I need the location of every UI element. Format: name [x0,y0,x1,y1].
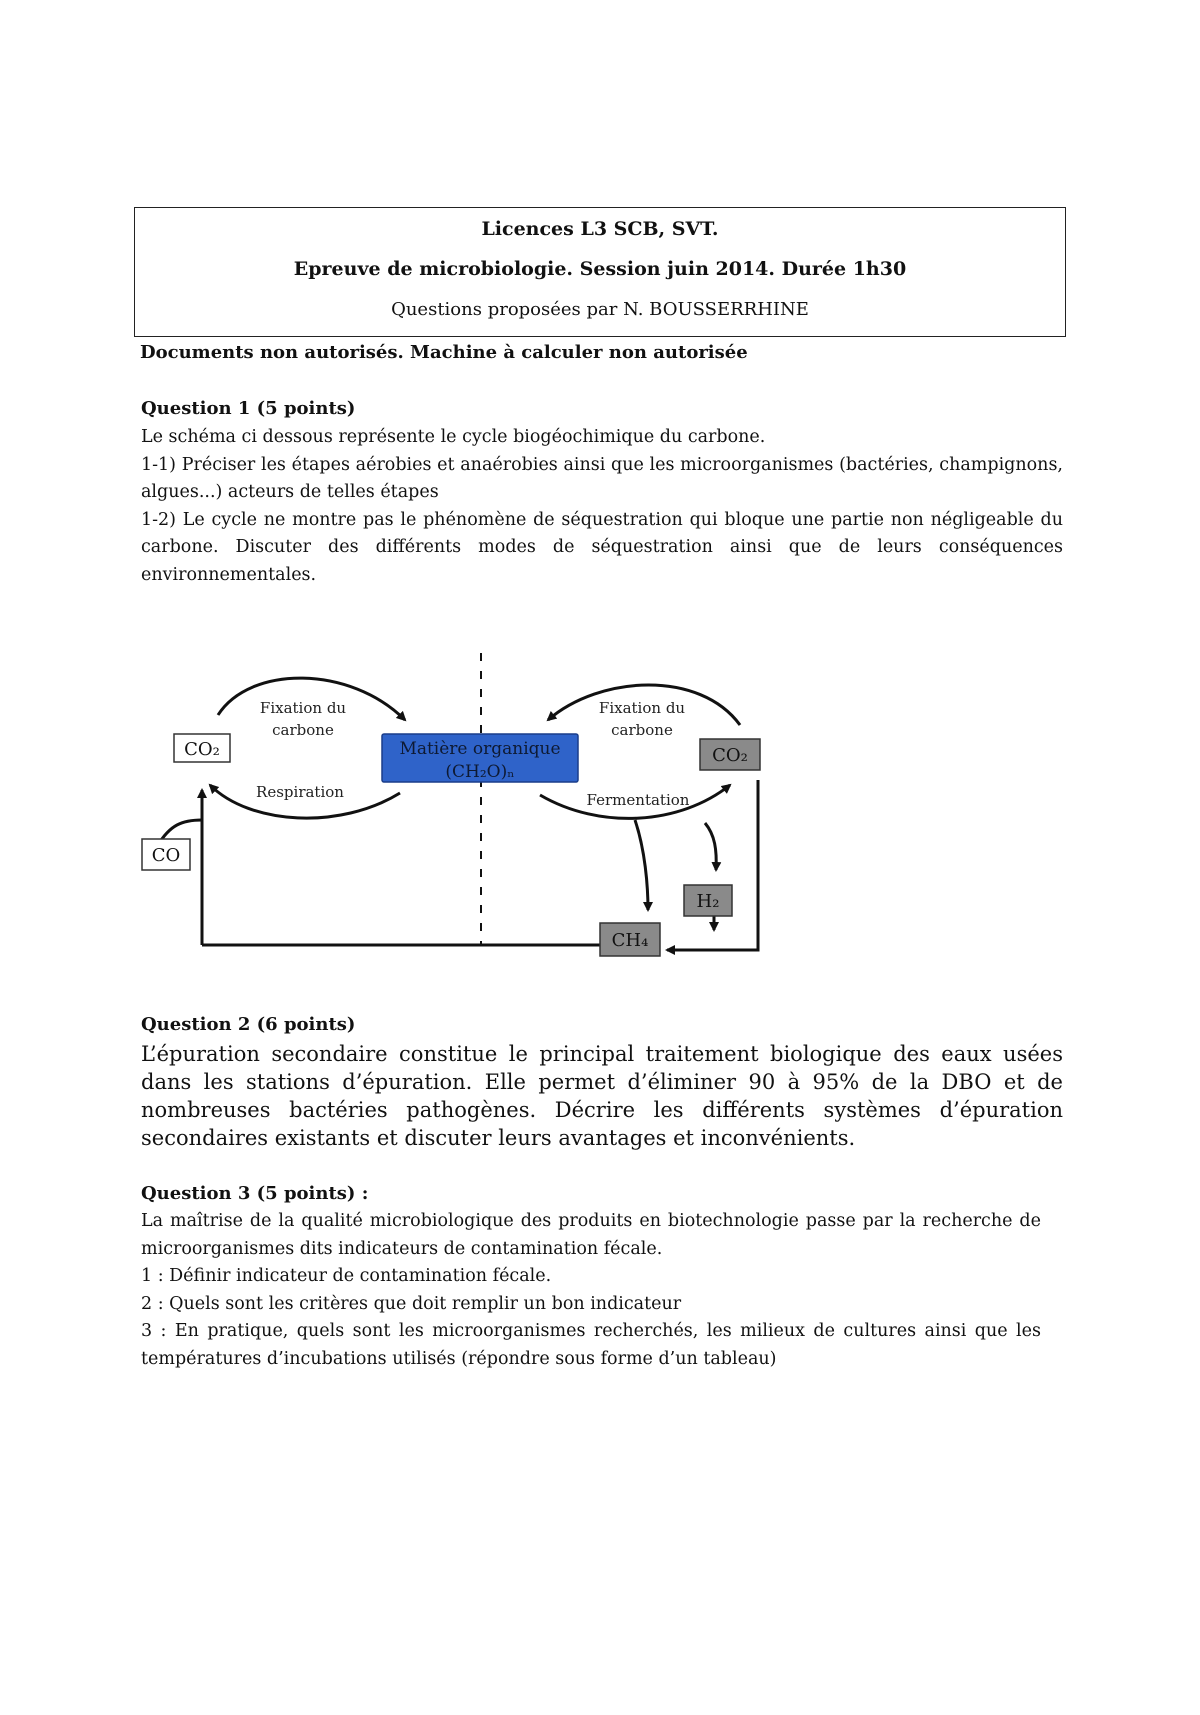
question-3-item-3: 3 : En pratique, quels sont les microorganismes recherchés, les milieux de cultures ainsi que les températures d’incubations utilisés (répondre sous forme d’un tableau) [141,1321,1041,1369]
co-label: CO [151,845,181,866]
course-title: Licences L3 SCB, SVT. [481,218,719,240]
co2-left-label: CO₂ [184,739,220,760]
question-3-item-1: 1 : Définir indicateur de contamination fécale. [141,1266,552,1286]
matiere-label-1: Matière organique [399,739,561,759]
question-3-item-2: 2 : Quels sont les critères que doit remplir un bon indicateur [141,1293,682,1314]
question-1-intro: Le schéma ci dessous représente le cycle biogéochimique du carbone. [141,427,766,447]
fixation-right-label-1: Fixation du [598,699,686,717]
question-2-title: Question 2 (6 points) [141,1014,356,1035]
ch4-label: CH₄ [611,930,649,951]
header-box [134,207,1066,337]
question-3-title: Question 3 (5 points) : [141,1183,369,1204]
exam-title: Epreuve de microbiologie. Session juin 2014. Durée 1h30 [293,258,907,280]
question-3-intro: La maîtrise de la qualité microbiologique des produits en biotechnologie passe par la recherche de microorganismes dits indicateurs de contamination fécale. [141,1211,1041,1259]
question-3-body [141,1208,1041,1373]
h2-label: H₂ [696,891,720,912]
matiere-label-2: (CH₂O)ₙ [445,762,515,782]
fixation-left-label-2: carbone [272,721,334,739]
question-1-2: 1-2) Le cycle ne montre pas le phénomène de séquestration qui bloque une partie non négligeable du carbone. Discuter des différents modes de séquestration ainsi que de leurs conséquences environnementales. [141,509,1063,585]
to-h2-arrow [705,823,716,870]
question-1-title: Question 1 (5 points) [141,398,356,419]
co2-right-label: CO₂ [712,745,748,766]
to-ch4-arrow [635,820,648,910]
respiration-label: Respiration [256,783,344,801]
question-1-1: 1-1) Préciser les étapes aérobies et anaérobies ainsi que les microorganismes (bactéries, champignons, algues...) acteurs de telles étapes [141,454,1063,502]
fixation-left-label-1: Fixation du [259,699,347,717]
question-1-body [141,424,1063,589]
carbon-cycle-diagram [130,645,770,965]
author-line: Questions proposées par N. BOUSSERRHINE [391,299,809,320]
fixation-right-label-2: carbone [611,721,673,739]
question-2-body: L’épuration secondaire constitue le principal traitement biologique des eaux usées dans les stations d’épuration. Elle permet d’éliminer 90 à 95% de la DBO et de nombreuses bactéries pathogènes. Décrire les différents systèmes d’épuration secondaires existants et discuter leurs avantages et inconvénients. [141,1042,1063,1150]
exam-notice: Documents non autorisés. Machine à calculer non autorisée [140,342,748,363]
fermentation-label: Fermentation [586,791,690,809]
